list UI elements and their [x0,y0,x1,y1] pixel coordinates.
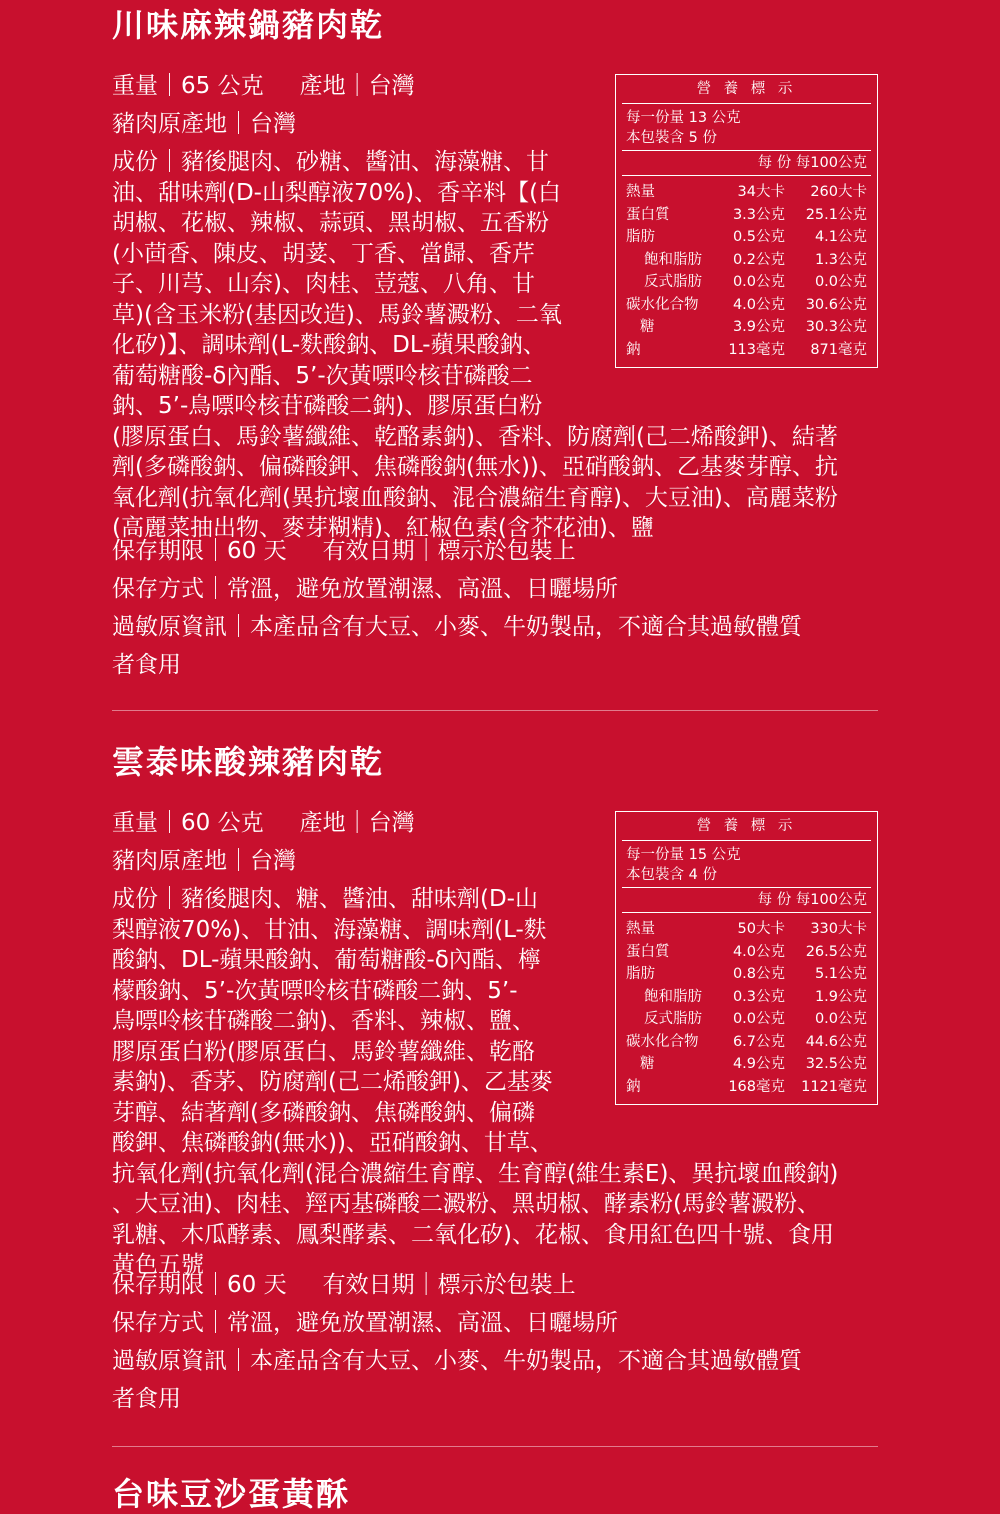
ingredients-line: 梨醇液70%)、甘油、海藻糖、調味劑(L-麩 [112,916,547,943]
ingredients-line: 葡萄糖酸-δ內酯、5’-次黃嘌呤核苷磷酸二 [112,362,533,389]
shelf-life-line [112,1267,576,1304]
nutrient-name: 飽和脂肪 [644,988,702,1005]
nutrition-table [616,181,877,361]
nutrition-row [616,1008,877,1031]
ingredients-line: 劑(多磷酸鈉、偏磷酸鉀、焦磷酸鈉(無水))、亞硝酸鈉、乙基麥芽醇、抗 [112,454,838,480]
ingredients-line: 氧化劑(抗氧化劑(異抗壞血酸鈉、混合濃縮生育醇)、大豆油)、高麗菜粉 [112,484,838,511]
ingredients-line: (高麗菜抽出物、麥芽糊精)、紅椒色素(含芥花油)、鹽 [112,515,654,541]
per-100g-value: 1.3公克 [814,251,867,268]
nutrient-name: 糖 [640,1056,655,1072]
per-serving-value: 34大卡 [737,184,785,200]
nutrition-column-header: 每 份 每100公克 [757,155,867,171]
per-serving-value: 0.8公克 [732,966,785,982]
weight-text: 重量｜65 公克 [112,73,264,99]
ingredients-line: 油、甜味劑(D-山梨醇液70%)、香辛料【(白 [112,179,562,206]
product-title: 雲泰味酸辣豬肉乾 [112,743,385,781]
nutrition-row [616,941,877,964]
ingredients-line: 乳糖、木瓜酵素、鳳梨酵素、二氧化矽)、花椒、食用紅色四十號、食用 [112,1221,834,1248]
ingredients-line: 抗氧化劑(抗氧化劑(混合濃縮生育醇、生育醇(維生素E)、異抗壞血酸鈉) [112,1160,839,1187]
section-divider [112,1446,878,1447]
ingredients-line: 、大豆油)、肉桂、羥丙基磷酸二澱粉、黑胡椒、酵素粉(馬鈴薯澱粉、 [112,1191,820,1217]
nutrition-row [616,226,877,249]
ingredients-line: 成份｜豬後腿肉、糖、醬油、甜味劑(D-山 [112,886,538,912]
per-100g-value: 260大卡 [810,184,867,200]
allergen-line: 過敏原資訊｜本產品含有大豆、小麥、牛奶製品，不適合其過敏體質 [112,1348,802,1374]
nutrition-row [616,316,877,339]
nutrition-row [616,963,877,986]
storage-text: 保存方式｜常溫，避免放置潮濕、高溫、日曬場所 [112,576,618,602]
ingredients-line: 鈉、5’-鳥嘌呤核苷磷酸二鈉)、膠原蛋白粉 [112,393,543,419]
per-serving-value: 4.0公克 [732,296,785,313]
servings-per-package: 本包裝含 4 份 [626,867,717,883]
ingredients-line: 檬酸鈉、5’-次黃嘌呤核苷磷酸二鈉、5’- [112,977,518,1004]
shelf-life-text: 保存期限｜60 天 [112,1272,287,1298]
per-serving-value: 6.7公克 [732,1033,785,1050]
per-serving-value: 3.3公克 [732,206,785,223]
nutrition-heading: 營 養 標 示 [696,81,797,97]
per-100g-value: 44.6公克 [805,1033,867,1050]
per-100g-value: 4.1公克 [814,229,867,245]
serving-size: 每一份量 13 公克 [626,110,741,126]
origin-text: 產地｜台灣 [299,810,415,836]
nutrition-facts-panel [615,74,878,368]
ingredients-line: 胡椒、花椒、辣椒、蒜頭、黑胡椒、五香粉 [112,210,549,236]
nutrient-name: 蛋白質 [626,206,670,223]
nutrition-row [616,204,877,227]
nutrient-name: 脂肪 [626,229,655,245]
shelf-life-text: 保存期限｜60 天 [112,538,287,564]
expiry-text: 有效日期｜標示於包裝上 [322,1272,576,1298]
origin-text: 產地｜台灣 [299,73,415,99]
per-serving-value: 4.0公克 [732,943,785,960]
ingredients-line: 草)(含玉米粉(基因改造)、馬鈴薯澱粉、二氧 [112,301,562,328]
nutrition-row [616,1031,877,1054]
ingredients-line: (小茴香、陳皮、胡荽、丁香、當歸、香芹 [112,240,535,267]
section-divider [112,710,878,711]
nutrition-row [616,918,877,941]
ingredients-line: 酸鉀、焦磷酸鈉(無水))、亞硝酸鈉、甘草、 [112,1130,553,1156]
nutrition-row [616,249,877,272]
nutrition-table [616,918,877,1098]
ingredients-line: (膠原蛋白、馬鈴薯纖維、乾酪素鈉)、香料、防腐劑(己二烯酸鉀)、結著 [112,423,838,450]
nutrient-name: 熱量 [626,921,655,937]
nutrient-name: 鈉 [626,1078,641,1095]
weight-origin-line [112,68,415,105]
per-100g-value: 26.5公克 [805,943,867,960]
serving-size: 每一份量 15 公克 [626,847,741,863]
ingredients-line: 素鈉)、香茅、防腐劑(己二烯酸鉀)、乙基麥 [112,1069,553,1095]
per-serving-value: 0.3公克 [732,988,785,1005]
servings-per-package: 本包裝含 5 份 [626,130,717,146]
per-serving-value: 3.9公克 [732,319,785,335]
allergen-line: 者食用 [112,1386,181,1412]
nutrient-name: 脂肪 [626,966,655,982]
per-100g-value: 30.6公克 [805,296,867,313]
nutrient-name: 糖 [640,319,655,335]
per-100g-value: 0.0公克 [814,1011,867,1027]
pork-origin-text: 豬肉原產地｜台灣 [112,848,296,874]
nutrient-name: 反式脂肪 [644,1011,702,1027]
nutrient-name: 碳水化合物 [626,296,699,313]
per-100g-value: 1121毫克 [801,1078,867,1095]
per-serving-value: 0.0公克 [732,274,785,290]
per-serving-value: 50大卡 [737,921,785,937]
per-serving-value: 0.2公克 [732,251,785,268]
nutrient-name: 鈉 [626,341,641,358]
pork-origin-text: 豬肉原產地｜台灣 [112,111,296,137]
nutrient-name: 蛋白質 [626,943,670,960]
per-100g-value: 1.9公克 [814,988,867,1005]
nutrition-facts-panel [615,811,878,1105]
shelf-life-line [112,533,576,570]
per-serving-value: 4.9公克 [732,1056,785,1072]
nutrition-row [616,1053,877,1076]
nutrition-row [616,271,877,294]
per-serving-value: 0.5公克 [732,229,785,245]
per-100g-value: 330大卡 [810,921,867,937]
allergen-line: 過敏原資訊｜本產品含有大豆、小麥、牛奶製品，不適合其過敏體質 [112,614,802,640]
nutrition-row [616,986,877,1009]
per-100g-value: 5.1公克 [814,966,867,982]
nutrition-row [616,1076,877,1099]
allergen-line: 者食用 [112,652,181,678]
product-title: 台味豆沙蛋黃酥 [112,1475,351,1513]
ingredients-line: 鳥嘌呤核苷磷酸二鈉)、香料、辣椒、鹽、 [112,1008,535,1034]
nutrition-column-header: 每 份 每100公克 [757,892,867,908]
nutrient-name: 熱量 [626,184,655,200]
per-100g-value: 30.3公克 [805,319,867,335]
nutrition-heading: 營 養 標 示 [696,818,797,834]
per-100g-value: 0.0公克 [814,274,867,290]
ingredients-line: 黃色五號 [112,1252,204,1278]
weight-text: 重量｜60 公克 [112,810,264,836]
per-100g-value: 32.5公克 [805,1056,867,1072]
nutrition-row [616,339,877,362]
storage-text: 保存方式｜常溫，避免放置潮濕、高溫、日曬場所 [112,1310,618,1336]
per-serving-value: 113毫克 [728,341,785,358]
nutrient-name: 碳水化合物 [626,1033,699,1050]
ingredients-line: 芽醇、結著劑(多磷酸鈉、焦磷酸鈉、偏磷 [112,1099,535,1126]
nutrient-name: 飽和脂肪 [644,251,702,268]
per-100g-value: 25.1公克 [805,206,867,223]
per-100g-value: 871毫克 [810,341,867,358]
expiry-text: 有效日期｜標示於包裝上 [322,538,576,564]
nutrition-row [616,294,877,317]
product-title: 川味麻辣鍋豬肉乾 [112,6,385,44]
nutrition-row [616,181,877,204]
per-serving-value: 0.0公克 [732,1011,785,1027]
ingredients-line: 酸鈉、DL-蘋果酸鈉、葡萄糖酸-δ內酯、檸 [112,947,541,973]
ingredients-line: 成份｜豬後腿肉、砂糖、醬油、海藻糖、甘 [112,149,549,175]
ingredients-line: 膠原蛋白粉(膠原蛋白、馬鈴薯纖維、乾酪 [112,1038,535,1065]
ingredients-line: 子、川芎、山奈)、肉桂、荳蔻、八角、甘 [112,271,535,297]
nutrient-name: 反式脂肪 [644,274,702,290]
weight-origin-line [112,805,415,842]
ingredients-line: 化矽)】、調味劑(L-麩酸鈉、DL-蘋果酸鈉、 [112,332,546,358]
per-serving-value: 168毫克 [728,1078,785,1095]
